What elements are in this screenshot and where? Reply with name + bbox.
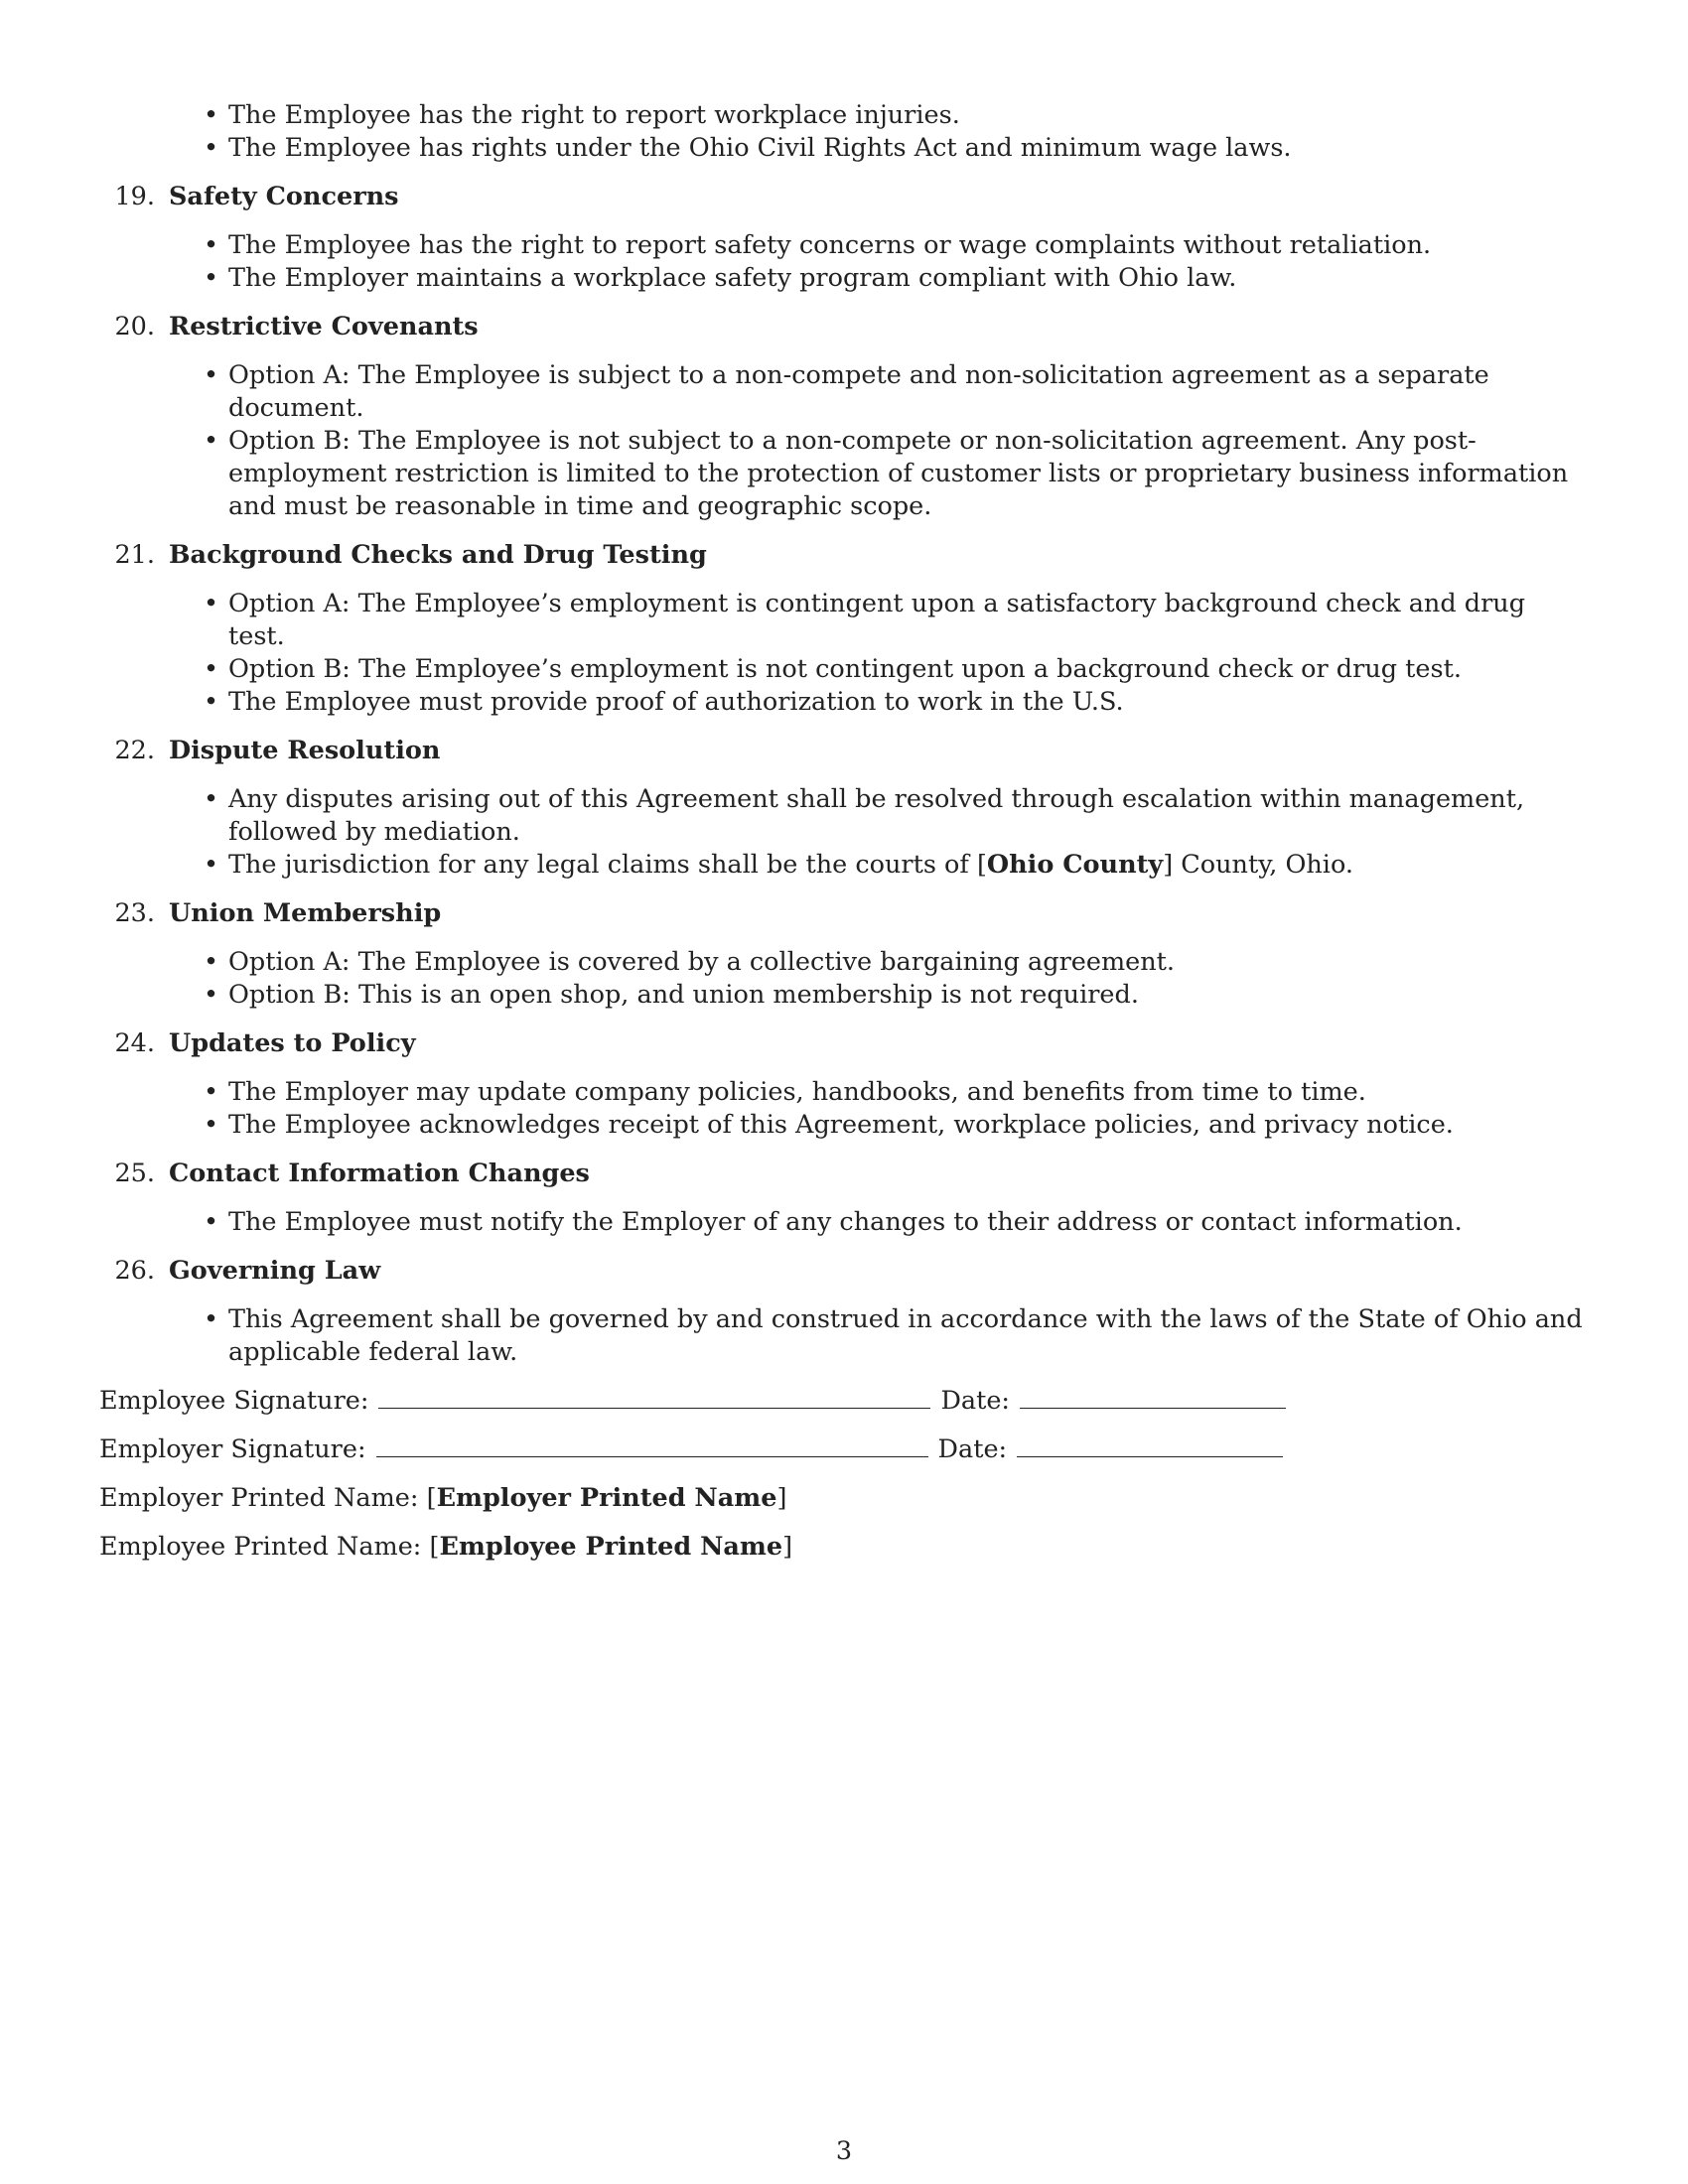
employee-printed-name-label: Employee Printed Name: (99, 1532, 422, 1562)
employer-printed-name-value: Employer Printed Name (436, 1483, 777, 1513)
bullet-item: • The Employee has the right to report workplace injuries. (228, 99, 1589, 132)
section-heading-dispute-resolution (99, 735, 1589, 767)
bracket-open: [ (426, 1483, 437, 1513)
bullet-item: • The Employee acknowledges receipt of this Agreement, workplace policies, and privacy notice. (228, 1109, 1589, 1142)
bullet-item: • Option B: The Employee is not subject to a non-compete or non-solicitation agreement. Any post-employment restriction is limited to the protection of customer lists or proprietary business information and must be reasonable in time and geographic scope. (228, 425, 1589, 523)
date-label: Date: (937, 1434, 1008, 1464)
jurisdiction-suffix: ] County, Ohio. (1163, 850, 1353, 880)
section-title: Updates to Policy (169, 1028, 416, 1058)
section-bullet-list (99, 1303, 1589, 1369)
county-placeholder: Ohio County (986, 850, 1164, 880)
bullet-item: • Any disputes arising out of this Agreement shall be resolved through escalation within management, followed by mediation. (228, 783, 1589, 849)
employee-date-line[interactable] (1020, 1386, 1286, 1409)
section-bullet-list (99, 229, 1589, 295)
section-heading-contact-information-changes (99, 1158, 1589, 1190)
employer-date-line[interactable] (1017, 1434, 1283, 1457)
section-number: 24. (114, 1028, 155, 1058)
bullet-item: • This Agreement shall be governed by and construed in accordance with the laws of the State of Ohio and applicable federal law. (228, 1303, 1589, 1369)
section-bullet-list (99, 783, 1589, 882)
bullet-item: • The Employee must notify the Employer of any changes to their address or contact information. (228, 1206, 1589, 1239)
page-content (99, 99, 1589, 1579)
bracket-close: ] (776, 1483, 787, 1513)
employer-printed-name-label: Employer Printed Name: (99, 1483, 419, 1513)
employer-signature-line[interactable] (376, 1434, 928, 1457)
page-number: 3 (835, 2136, 853, 2166)
section-bullet-list (99, 588, 1589, 719)
section-title: Restrictive Covenants (169, 312, 479, 341)
jurisdiction-prefix: The jurisdiction for any legal claims shall be the courts of [ (228, 850, 987, 880)
section-heading-governing-law (99, 1255, 1589, 1288)
bullet-item: • The Employee must provide proof of authorization to work in the U.S. (228, 686, 1589, 719)
bullet-item: • The Employer may update company policies, handbooks, and benefits from time to time. (228, 1076, 1589, 1109)
bullet-item: • Option A: The Employee’s employment is contingent upon a satisfactory background check and drug test. (228, 588, 1589, 653)
bullet-item: • Option B: This is an open shop, and union membership is not required. (228, 979, 1589, 1012)
section-number: 23. (114, 898, 155, 928)
section-title: Contact Information Changes (169, 1159, 590, 1188)
section-heading-updates-to-policy (99, 1027, 1589, 1060)
section-number: 25. (114, 1159, 155, 1188)
bracket-open: [ (429, 1532, 440, 1562)
employer-signature-label: Employer Signature: (99, 1434, 366, 1464)
employee-signature-line[interactable] (378, 1386, 930, 1409)
date-label: Date: (940, 1386, 1011, 1416)
bullet-item: • Option B: The Employee’s employment is not contingent upon a background check or drug test. (228, 653, 1589, 686)
bullet-item: • The Employee has rights under the Ohio Civil Rights Act and minimum wage laws. (228, 132, 1589, 165)
section-heading-background-checks (99, 539, 1589, 572)
employee-printed-name-value: Employee Printed Name (439, 1532, 783, 1562)
section-number: 22. (114, 736, 155, 765)
section-number: 21. (114, 540, 155, 570)
section-heading-restrictive-covenants (99, 311, 1589, 343)
section-heading-union-membership (99, 897, 1589, 930)
section-bullet-list (99, 946, 1589, 1012)
employer-signature-row (99, 1433, 1589, 1466)
section-bullet-list (99, 1076, 1589, 1142)
employee-printed-name-row (99, 1531, 1589, 1564)
section-number: 19. (114, 182, 155, 211)
section-bullet-list (99, 359, 1589, 523)
employer-printed-name-row (99, 1482, 1589, 1515)
bullet-item: • The Employer maintains a workplace safety program compliant with Ohio law. (228, 262, 1589, 295)
section-title: Safety Concerns (169, 182, 399, 211)
signature-block (99, 1385, 1589, 1564)
section-title: Union Membership (169, 898, 442, 928)
bracket-close: ] (782, 1532, 793, 1562)
employee-signature-row (99, 1385, 1589, 1418)
section-bullet-list (99, 1206, 1589, 1239)
bullet-item: • Option A: The Employee is subject to a non-compete and non-solicitation agreement as a separate document. (228, 359, 1589, 425)
section-heading-safety-concerns (99, 181, 1589, 213)
bullet-item: • The Employee has the right to report safety concerns or wage complaints without retaliation. (228, 229, 1589, 262)
section-number: 26. (114, 1256, 155, 1286)
bullet-item: • Option A: The Employee is covered by a collective bargaining agreement. (228, 946, 1589, 979)
bullet-item-jurisdiction (228, 849, 1589, 882)
section-title: Dispute Resolution (169, 736, 441, 765)
section-number: 20. (114, 312, 155, 341)
employee-signature-label: Employee Signature: (99, 1386, 369, 1416)
intro-bullet-list (99, 99, 1589, 165)
section-title: Background Checks and Drug Testing (169, 540, 707, 570)
section-title: Governing Law (169, 1256, 381, 1286)
